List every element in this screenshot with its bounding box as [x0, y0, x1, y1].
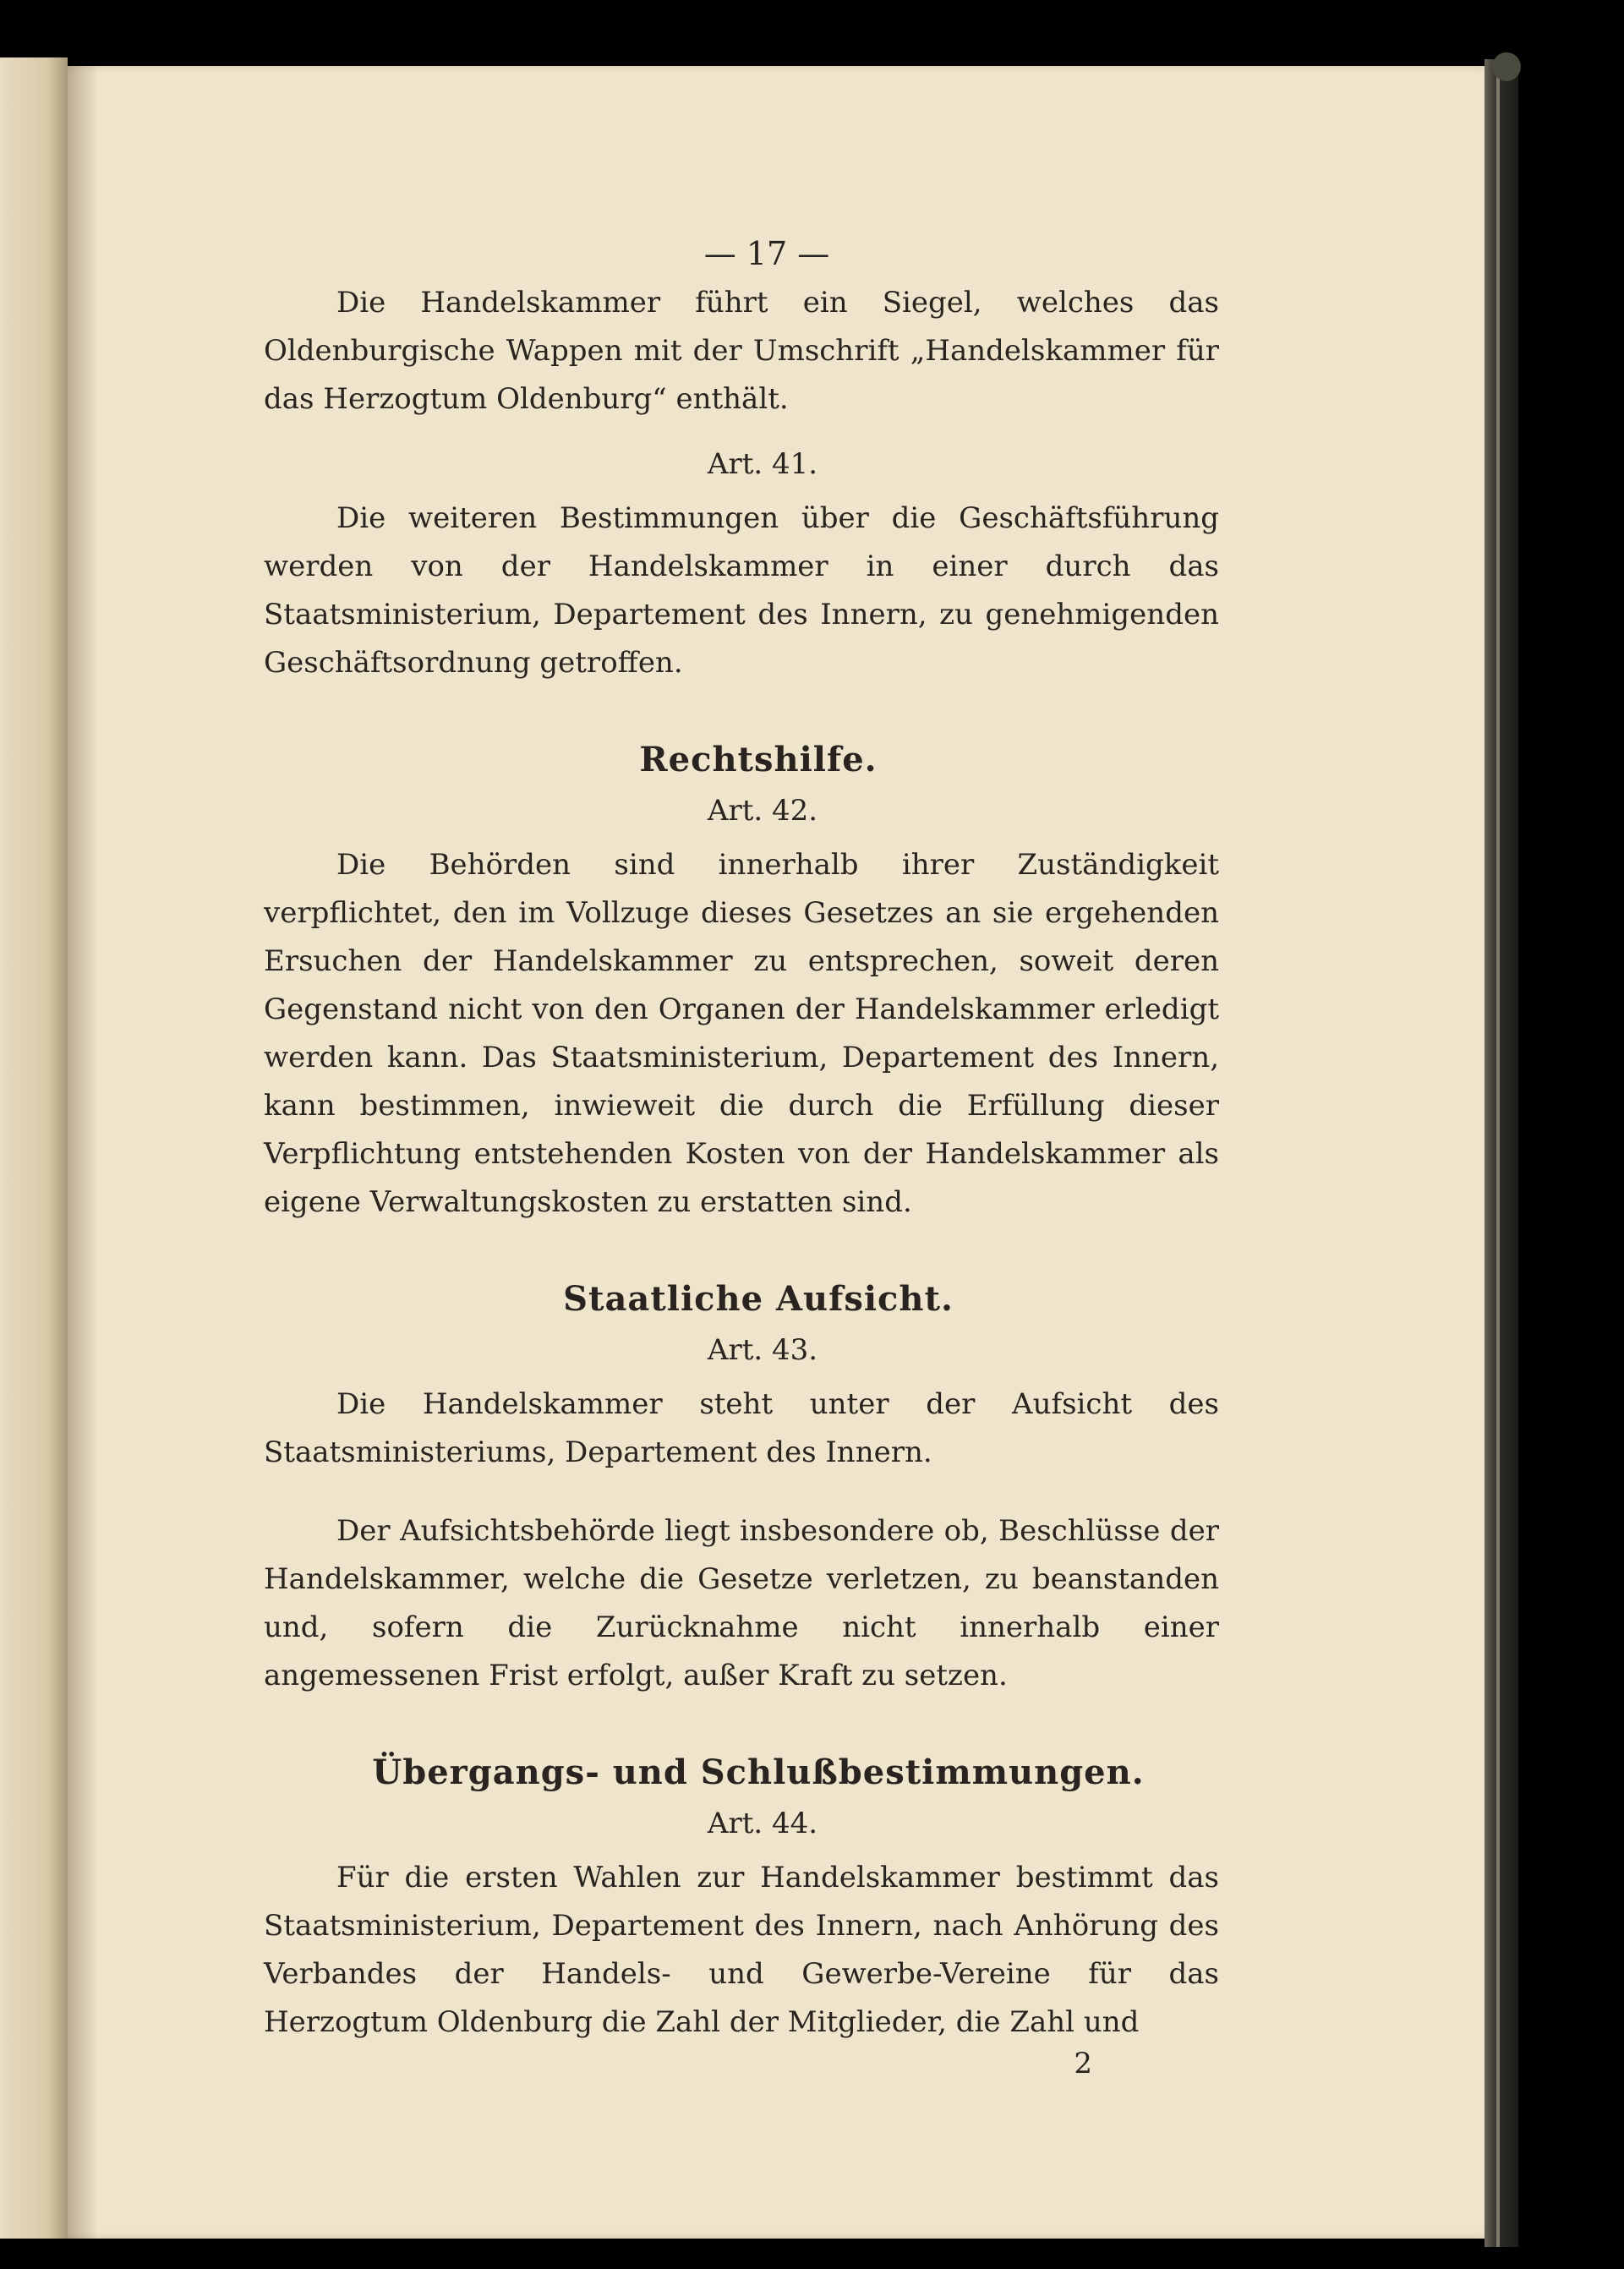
page-gutter-shadow [68, 66, 98, 2239]
heading-uebergangsbestimmungen: Übergangs- und Schlußbestimmungen. [372, 1752, 1145, 1792]
article-44-text: Für die ersten Wahlen zur Handelskammer bestimmt das Staatsministerium, Departement des Innern, nach Anhörung des Verbandes der Handels- und Gewerbe-Vereine für das Herzogtum Oldenburg die Zahl der Mitglieder, die Zahl und [264, 1861, 1219, 2039]
heading-staatliche-aufsicht: Staatliche Aufsicht. [563, 1279, 954, 1319]
article-43-text-2: Der Aufsichtsbehörde liegt insbesondere ob, Beschlüsse der Handelskammer, welche die Gesetze verletzen, zu beanstanden und, sofern die Zurücknahme nicht innerhalb einer angemessenen Frist erfolgt, außer Kraft zu setzen. [264, 1514, 1219, 1692]
article-44-label: Art. 44. [707, 1807, 818, 1840]
article-43-label: Art. 43. [707, 1333, 818, 1367]
heading-rechtshilfe: Rechtshilfe. [639, 740, 878, 779]
paragraph-gap [264, 1477, 1219, 1507]
page-text [264, 228, 1219, 2080]
sheet-signature-number: 2 [1074, 2047, 1092, 2080]
page-number-header: — 17 — [703, 235, 830, 272]
spine-edge [1496, 59, 1500, 2247]
book-spine [1485, 59, 1518, 2247]
article-41-label: Art. 41. [707, 447, 818, 481]
article-42-text: Die Behörden sind innerhalb ihrer Zuständigkeit verpflichtet, den im Vollzuge dieses Gesetzes an sie ergehenden Ersuchen der Handelskammer zu entsprechen, soweit deren Gegenstand nicht von den Organen der Handelskammer erledigt werden kann. Das Staatsministerium, Departement des Innern, kann bestimmen, inwieweit die durch die Erfüllung dieser Verpflichtung entstehenden Kosten von der Handelskammer als eigene Verwaltungskosten zu erstatten sind. [264, 848, 1219, 1219]
previous-page-edge [0, 57, 68, 2239]
article-41-text: Die weiteren Bestimmungen über die Geschäftsführung werden von der Handelskammer in einer durch das Staatsministerium, Departement des Innern, zu genehmigenden Geschäftsordnung getroffen. [264, 501, 1219, 680]
article-43-text-1: Die Handelskammer steht unter der Aufsicht des Staatsministeriums, Departement des Innern. [264, 1387, 1219, 1469]
page-corner-tab [1492, 52, 1521, 81]
article-42-label: Art. 42. [707, 794, 818, 828]
intro-paragraph: Die Handelskammer führt ein Siegel, welches das Oldenburgische Wappen mit der Umschrift „Handelskammer für das Herzogtum Oldenburg“ enthält. [264, 286, 1219, 416]
